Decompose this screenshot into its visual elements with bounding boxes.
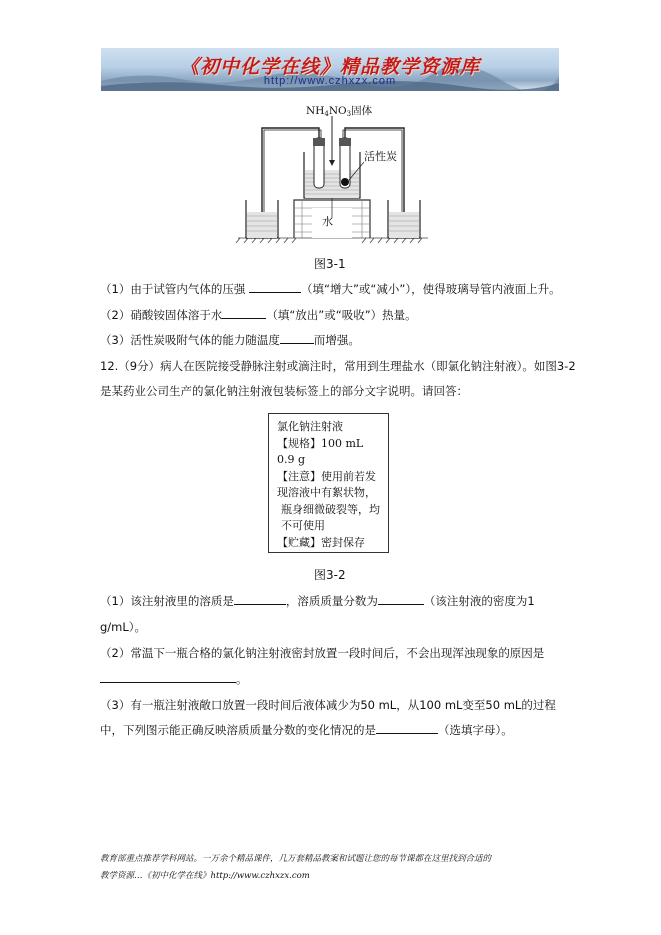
question-1: （1）由于试管内气体的压强 （填“增大”或“减小”），使得玻璃导管内液面上升。 xyxy=(100,282,561,296)
label-line: 氯化钠注射液 xyxy=(277,420,343,433)
label-line: 【贮藏】密封保存 xyxy=(277,535,365,549)
label-line: 现溶液中有絮状物， xyxy=(277,486,376,499)
injection-label-box xyxy=(268,413,389,553)
label-line: 【规格】100 mL xyxy=(277,436,364,450)
sub-question-1-cont: g/mL）。 xyxy=(100,620,147,634)
answer-blank-3[interactable] xyxy=(280,332,314,344)
label-line: 【注意】使用前若发 xyxy=(277,469,376,483)
figure2-caption: 图3-2 xyxy=(314,568,346,582)
banner-title: 《初中化学在线》精品教学资源库 xyxy=(179,56,480,78)
label-carbon: 活性炭 xyxy=(364,150,397,163)
question-12-line1: 12.（9分）病人在医院接受静脉注射或滴注时，常用到生理盐水（即氯化钠注射液）。如图3-2 xyxy=(100,359,576,373)
footer-line1: 教育部重点推荐学科网站。一万余个精品课件，几万套精品教案和试题让您的每节课都在这里找到合适的 xyxy=(100,854,492,864)
question-3: （3）活性炭吸附气体的能力随温度 而增强。 xyxy=(100,333,360,347)
answer-blank-1[interactable] xyxy=(249,281,301,293)
footer-line2: 教学资源…《初中化学在线》http://www.czhxzx.com xyxy=(100,871,310,881)
banner-url[interactable]: http://www.czhxzx.com xyxy=(263,75,397,87)
answer-blank-choice[interactable] xyxy=(376,722,438,734)
question-2: （2）硝酸铵固体溶于水 （填“放出”或“吸收”）热量。 xyxy=(100,308,417,322)
sub-question-2: （2）常温下一瓶合格的氯化钠注射液密封放置一段时间后，不会出现浑浊现象的原因是 xyxy=(100,646,545,660)
figure1-caption: 图3-1 xyxy=(314,257,346,271)
sub-question-1: （1）该注射液里的溶质是 ，溶质质量分数为 （该注射液的密度为1 xyxy=(100,594,535,608)
header-banner xyxy=(101,48,559,91)
apparatus-diagram xyxy=(232,100,432,245)
label-line: 瓶身细微破裂等，均 xyxy=(281,502,380,516)
question-12-line2: 是某药业公司生产的氯化钠注射液包装标签上的部分文字说明。请回答： xyxy=(100,384,468,398)
sub-question-3-line2: 中，下列图示能正确反映溶质质量分数的变化情况的是 （选填字母）。 xyxy=(100,723,513,737)
answer-blank-2[interactable] xyxy=(222,307,266,319)
label-nh4no3: NH4NO3固体 xyxy=(306,105,373,118)
answer-blank-reason[interactable] xyxy=(100,671,236,683)
sub-question-3-line1: （3）有一瓶注射液敞口放置一段时间后液体减少为50 mL，从100 mL变至50 mL的过程 xyxy=(100,698,556,712)
answer-blank-solute[interactable] xyxy=(234,593,286,605)
answer-blank-fraction[interactable] xyxy=(378,593,424,605)
label-line: 不可使用 xyxy=(281,519,325,532)
sub-question-2-answer: 。 xyxy=(100,671,248,687)
label-line: 0.9 g xyxy=(277,453,306,466)
label-water: 水 xyxy=(322,215,333,228)
